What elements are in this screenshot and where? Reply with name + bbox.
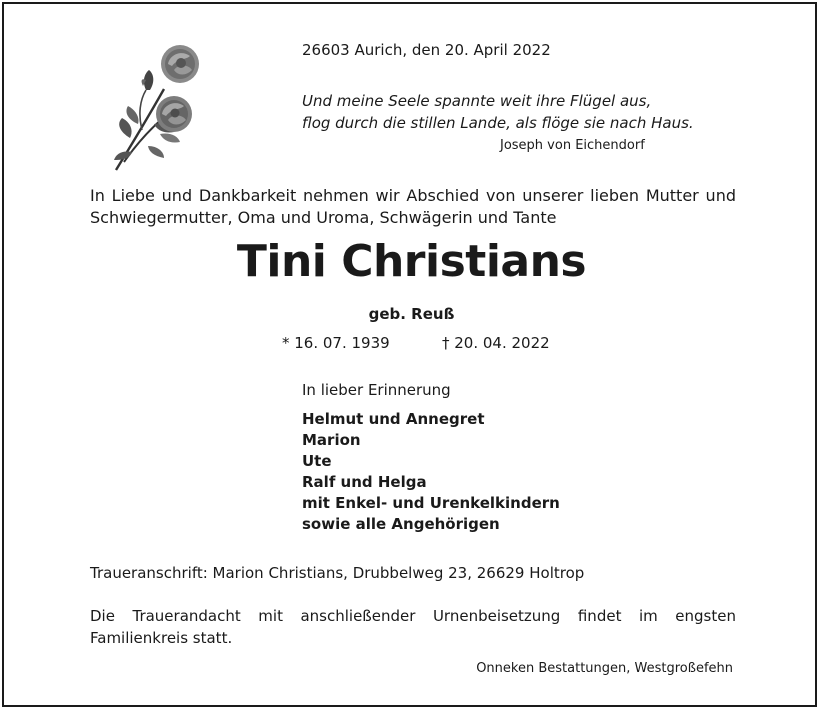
mourner: Helmut und Annegret — [302, 410, 485, 428]
rose-icon — [102, 34, 218, 176]
place-and-date: 26603 Aurich, den 20. April 2022 — [302, 41, 551, 59]
poem-quote — [302, 90, 694, 134]
mourner: sowie alle Angehörigen — [302, 515, 500, 533]
intro-text: In Liebe und Dankbarkeit nehmen wir Abschied von unserer lieben Mutter und Schwiegermutter, Oma und Uroma, Schwägerin und Tante — [90, 186, 736, 227]
birth-date: * 16. 07. 1939 — [282, 334, 390, 352]
death-date: † 20. 04. 2022 — [442, 334, 550, 352]
maiden-name: geb. Reuß — [368, 305, 455, 323]
poem-author: Joseph von Eichendorf — [500, 138, 645, 153]
mourner: Ute — [302, 452, 332, 470]
mourner: Marion — [302, 431, 361, 449]
mourner: Ralf und Helga — [302, 473, 427, 491]
obituary-notice — [2, 2, 817, 707]
poem-line: Und meine Seele spannte weit ihre Flügel aus, — [302, 92, 652, 110]
deceased-name: Tini Christians — [236, 236, 587, 287]
mourning-address: Traueranschrift: Marion Christians, Drubbelweg 23, 26629 Holtrop — [90, 564, 585, 582]
mourners-list — [302, 409, 560, 535]
service-notice: Die Trauerandacht mit anschließender Urnenbeisetzung findet im engsten Familienkreis statt. — [90, 607, 736, 647]
undertaker: Onneken Bestattungen, Westgroßefehn — [476, 661, 733, 676]
poem-line: flog durch die stillen Lande, als flöge sie nach Haus. — [302, 114, 694, 132]
mourner: mit Enkel- und Urenkelkindern — [302, 494, 560, 512]
memory-line: In lieber Erinnerung — [302, 381, 451, 399]
